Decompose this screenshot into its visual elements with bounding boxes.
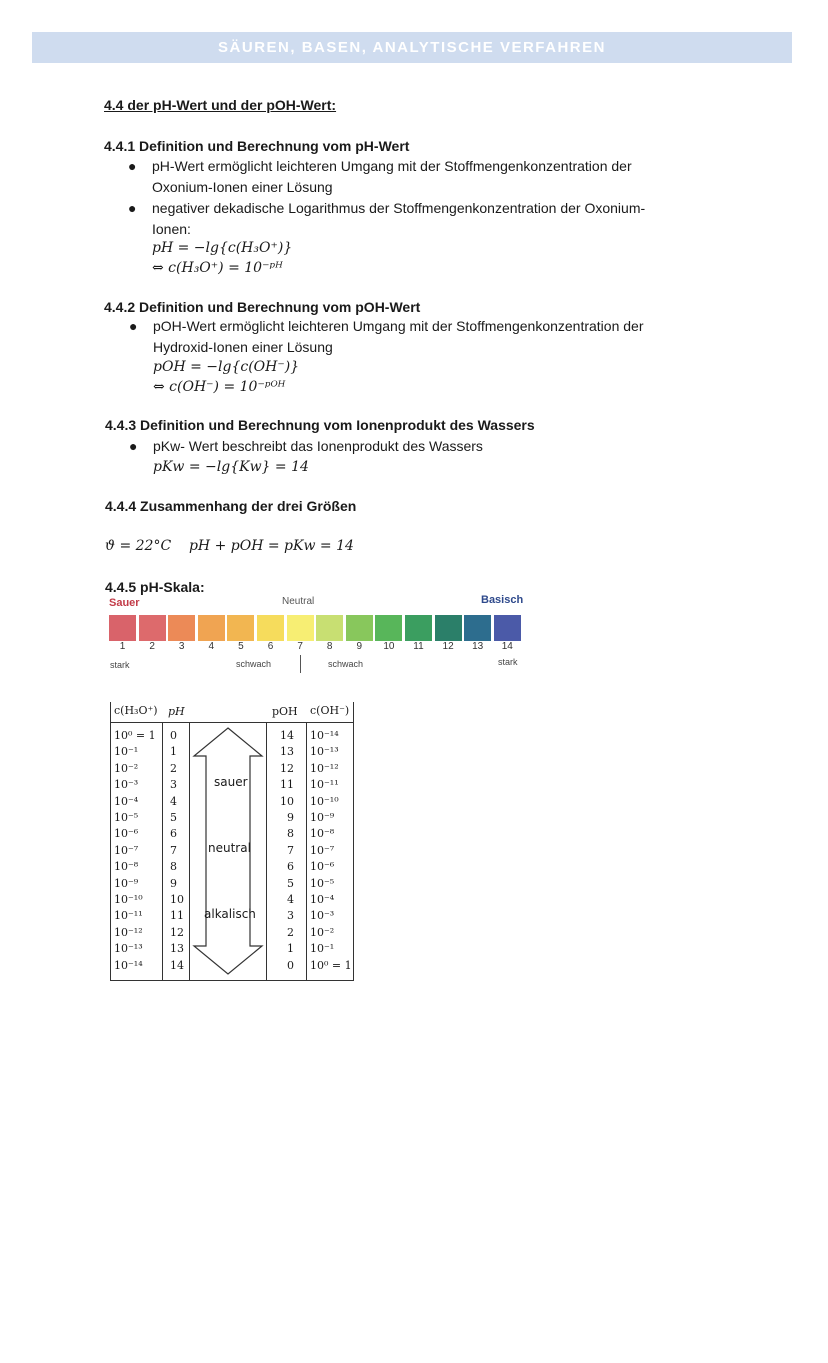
header-poh: pOH bbox=[272, 705, 298, 718]
scale-label-basisch: Basisch bbox=[481, 594, 524, 606]
ph-scale-number: 8 bbox=[326, 641, 333, 652]
bullet-pkw-1 bbox=[129, 436, 483, 457]
bullet-icon: ● bbox=[128, 200, 137, 216]
ph-scale-cell bbox=[257, 615, 284, 641]
bullet-text: Oxonium-Ionen einer Lösung bbox=[152, 179, 333, 195]
table-cell-conc-oh: 10⁻¹⁰ bbox=[310, 794, 339, 808]
table-divider bbox=[266, 722, 267, 980]
table-cell-ph: 4 bbox=[170, 794, 177, 808]
table-cell-conc-oh: 10⁻⁹ bbox=[310, 811, 335, 825]
table-cell-conc-oh: 10⁻¹¹ bbox=[310, 778, 339, 792]
ph-scale-cell bbox=[109, 615, 136, 641]
ph-scale-cell bbox=[287, 615, 314, 641]
label-sauer: sauer bbox=[214, 775, 248, 789]
ph-scale-number: 14 bbox=[501, 641, 513, 652]
page-banner bbox=[32, 32, 792, 63]
table-cell-poh: 7 bbox=[287, 843, 294, 857]
ph-scale-number: 6 bbox=[267, 641, 274, 652]
label-neutral: neutral bbox=[208, 841, 251, 855]
table-cell-ph: 13 bbox=[170, 942, 184, 956]
table-cell-ph: 6 bbox=[170, 827, 177, 841]
table-cell-ph: 3 bbox=[170, 778, 177, 792]
ph-scale-cell bbox=[198, 615, 225, 641]
ph-scale-number: 3 bbox=[178, 641, 185, 652]
ph-scale-cell bbox=[346, 615, 373, 641]
table-cell-conc-h: 10⁻³ bbox=[114, 778, 139, 792]
table-cell-conc-h: 10⁰ = 1 bbox=[114, 729, 156, 742]
table-cell-ph: 1 bbox=[170, 745, 177, 759]
table-cell-ph: 5 bbox=[170, 811, 177, 825]
column-ph bbox=[170, 728, 184, 974]
ph-scale-cell bbox=[139, 615, 166, 641]
ph-scale-cell bbox=[405, 615, 432, 641]
ph-scale-number: 11 bbox=[413, 641, 424, 652]
table-cell-poh: 14 bbox=[280, 729, 294, 742]
table-cell-poh: 11 bbox=[280, 778, 294, 792]
table-cell-ph: 12 bbox=[170, 925, 184, 939]
ph-scale-cell bbox=[316, 615, 343, 641]
table-cell-ph: 14 bbox=[170, 958, 184, 972]
table-left-border bbox=[110, 702, 111, 980]
formula-poh-1: pOH = −lg{c(OH⁻)} bbox=[153, 359, 300, 375]
table-cell-ph: 2 bbox=[170, 761, 177, 775]
ph-scale-cell bbox=[494, 615, 521, 641]
ph-scale-cell bbox=[227, 615, 254, 641]
ph-scale-number: 7 bbox=[297, 641, 303, 652]
subsection-title-poh: 4.4.2 Definition und Berechnung vom pOH-Wert bbox=[104, 299, 421, 315]
scale-label-neutral: Neutral bbox=[282, 596, 315, 607]
table-cell-conc-h: 10⁻⁶ bbox=[114, 827, 139, 841]
formula-ph-1: pH = −lg{c(H₃O⁺)} bbox=[152, 240, 293, 256]
scale-stark-left: stark bbox=[110, 660, 130, 670]
table-cell-conc-oh: 10⁻¹³ bbox=[310, 745, 339, 759]
table-bottom-border bbox=[110, 980, 354, 981]
column-conc-oh bbox=[310, 728, 352, 974]
header-conc-oh: c(OH⁻) bbox=[310, 704, 350, 717]
table-cell-poh: 9 bbox=[287, 811, 294, 825]
formula-relation: ϑ = 22°C pH + pOH = pKw = 14 bbox=[105, 538, 354, 554]
subsection-title-pkw: 4.4.3 Definition und Berechnung vom Ionenprodukt des Wassers bbox=[105, 417, 535, 433]
table-cell-conc-oh: 10⁻⁶ bbox=[310, 860, 335, 874]
bullet-text: pKw- Wert beschreibt das Ionenprodukt des Wassers bbox=[153, 438, 483, 454]
bullet-text: Hydroxid-Ionen einer Lösung bbox=[153, 339, 333, 355]
table-cell-conc-h: 10⁻⁹ bbox=[114, 876, 139, 890]
table-cell-conc-oh: 10⁻¹⁴ bbox=[310, 729, 339, 742]
table-cell-conc-h: 10⁻¹¹ bbox=[114, 909, 143, 923]
ph-scale-number: 10 bbox=[383, 641, 395, 652]
bullet-icon: ● bbox=[128, 158, 137, 174]
bullet-ph-1 bbox=[128, 156, 632, 198]
neutral-marker bbox=[300, 655, 301, 673]
ph-table bbox=[110, 700, 354, 982]
table-cell-conc-h: 10⁻⁸ bbox=[114, 860, 139, 874]
table-cell-conc-oh: 10⁻⁵ bbox=[310, 876, 335, 890]
bullet-text: pH-Wert ermöglicht leichteren Umgang mit der Stoffmengenkonzentration der bbox=[152, 158, 632, 174]
bullet-icon: ● bbox=[129, 318, 138, 334]
ph-scale-cell bbox=[168, 615, 195, 641]
ph-scale-cell bbox=[375, 615, 402, 641]
table-cell-conc-h: 10⁻¹ bbox=[114, 745, 139, 759]
bullet-text: pOH-Wert ermöglicht leichteren Umgang mit der Stoffmengenkonzentration der bbox=[153, 318, 644, 334]
table-cell-conc-h: 10⁻² bbox=[114, 761, 139, 775]
ph-scale-number: 2 bbox=[149, 641, 155, 652]
table-cell-poh: 10 bbox=[280, 794, 294, 808]
table-header-divider bbox=[110, 722, 354, 723]
table-cell-conc-oh: 10⁻² bbox=[310, 925, 335, 939]
ph-scale-number: 12 bbox=[442, 641, 454, 652]
header-conc-h: c(H₃O⁺) bbox=[114, 704, 158, 717]
table-cell-poh: 5 bbox=[287, 876, 294, 890]
formula-pkw: pKw = −lg{Kw} = 14 bbox=[153, 459, 309, 475]
table-cell-poh: 3 bbox=[287, 909, 294, 923]
subsection-title-relation: 4.4.4 Zusammenhang der drei Größen bbox=[105, 498, 357, 514]
bullet-text: Ionen: bbox=[152, 221, 191, 237]
table-cell-ph: 10 bbox=[170, 893, 184, 907]
table-cell-conc-h: 10⁻¹⁴ bbox=[114, 958, 143, 972]
table-divider bbox=[306, 722, 307, 980]
bullet-ph-2 bbox=[128, 198, 646, 240]
table-cell-poh: 8 bbox=[287, 827, 294, 841]
ph-scale-number: 5 bbox=[238, 641, 244, 652]
section-title: 4.4 der pH-Wert und der pOH-Wert: bbox=[104, 97, 337, 113]
header-ph: pH bbox=[168, 705, 185, 718]
table-cell-ph: 8 bbox=[170, 860, 177, 874]
table-cell-conc-h: 10⁻⁷ bbox=[114, 843, 139, 857]
bullet-poh-1 bbox=[129, 316, 644, 358]
formula-ph-2: ⇔ c(H₃O⁺) = 10⁻ᵖᴴ bbox=[152, 260, 283, 276]
ph-scale-number: 13 bbox=[472, 641, 484, 652]
scale-schwach-left: schwach bbox=[236, 659, 272, 669]
bullet-text: negativer dekadische Logarithmus der Stoffmengenkonzentration der Oxonium- bbox=[152, 200, 646, 216]
table-cell-conc-oh: 10⁻⁷ bbox=[310, 843, 335, 857]
ph-scale-number: 9 bbox=[356, 641, 363, 652]
table-divider bbox=[162, 722, 163, 980]
column-conc-h bbox=[114, 728, 156, 974]
table-cell-ph: 9 bbox=[170, 876, 177, 890]
table-cell-poh: 0 bbox=[287, 958, 294, 972]
table-cell-conc-h: 10⁻¹⁰ bbox=[114, 893, 143, 907]
bullet-icon: ● bbox=[129, 438, 138, 454]
scale-schwach-right: schwach bbox=[328, 659, 364, 669]
ph-scale-cell bbox=[464, 615, 491, 641]
table-cell-ph: 0 bbox=[170, 729, 177, 742]
banner-title: SÄUREN, BASEN, ANALYTISCHE VERFAHREN bbox=[218, 39, 606, 56]
table-cell-conc-h: 10⁻¹² bbox=[114, 925, 143, 939]
column-poh bbox=[280, 728, 294, 974]
table-cell-conc-oh: 10⁻⁴ bbox=[310, 893, 335, 907]
table-divider bbox=[189, 722, 190, 980]
table-cell-ph: 7 bbox=[170, 843, 177, 857]
table-cell-conc-h: 10⁻⁵ bbox=[114, 811, 139, 825]
table-cell-conc-h: 10⁻¹³ bbox=[114, 942, 143, 956]
table-cell-conc-oh: 10⁻¹² bbox=[310, 761, 339, 775]
subsection-title-scale: 4.4.5 pH-Skala: bbox=[105, 579, 205, 595]
table-cell-conc-oh: 10⁻¹ bbox=[310, 942, 335, 956]
table-cell-poh: 12 bbox=[280, 761, 294, 775]
formula-poh-2: ⇔ c(OH⁻) = 10⁻ᵖᴼᴴ bbox=[153, 379, 286, 395]
table-cell-poh: 4 bbox=[287, 893, 294, 907]
scale-label-sauer: Sauer bbox=[109, 597, 140, 609]
subsection-title-ph: 4.4.1 Definition und Berechnung vom pH-Wert bbox=[104, 138, 410, 154]
ph-scale-cell bbox=[435, 615, 462, 641]
ph-scale-number: 1 bbox=[119, 641, 126, 652]
table-cell-ph: 11 bbox=[170, 909, 184, 923]
ph-scale-number: 4 bbox=[208, 641, 215, 652]
table-cell-conc-oh: 10⁰ = 1 bbox=[310, 958, 352, 972]
table-cell-poh: 2 bbox=[287, 925, 294, 939]
table-cell-conc-h: 10⁻⁴ bbox=[114, 794, 139, 808]
table-cell-poh: 1 bbox=[287, 942, 294, 956]
table-right-border bbox=[353, 702, 354, 980]
table-cell-conc-oh: 10⁻³ bbox=[310, 909, 335, 923]
table-cell-poh: 13 bbox=[280, 745, 294, 759]
label-alkalisch: alkalisch bbox=[204, 907, 256, 921]
table-cell-conc-oh: 10⁻⁸ bbox=[310, 827, 335, 841]
table-cell-poh: 6 bbox=[287, 860, 294, 874]
scale-stark-right: stark bbox=[498, 657, 518, 667]
